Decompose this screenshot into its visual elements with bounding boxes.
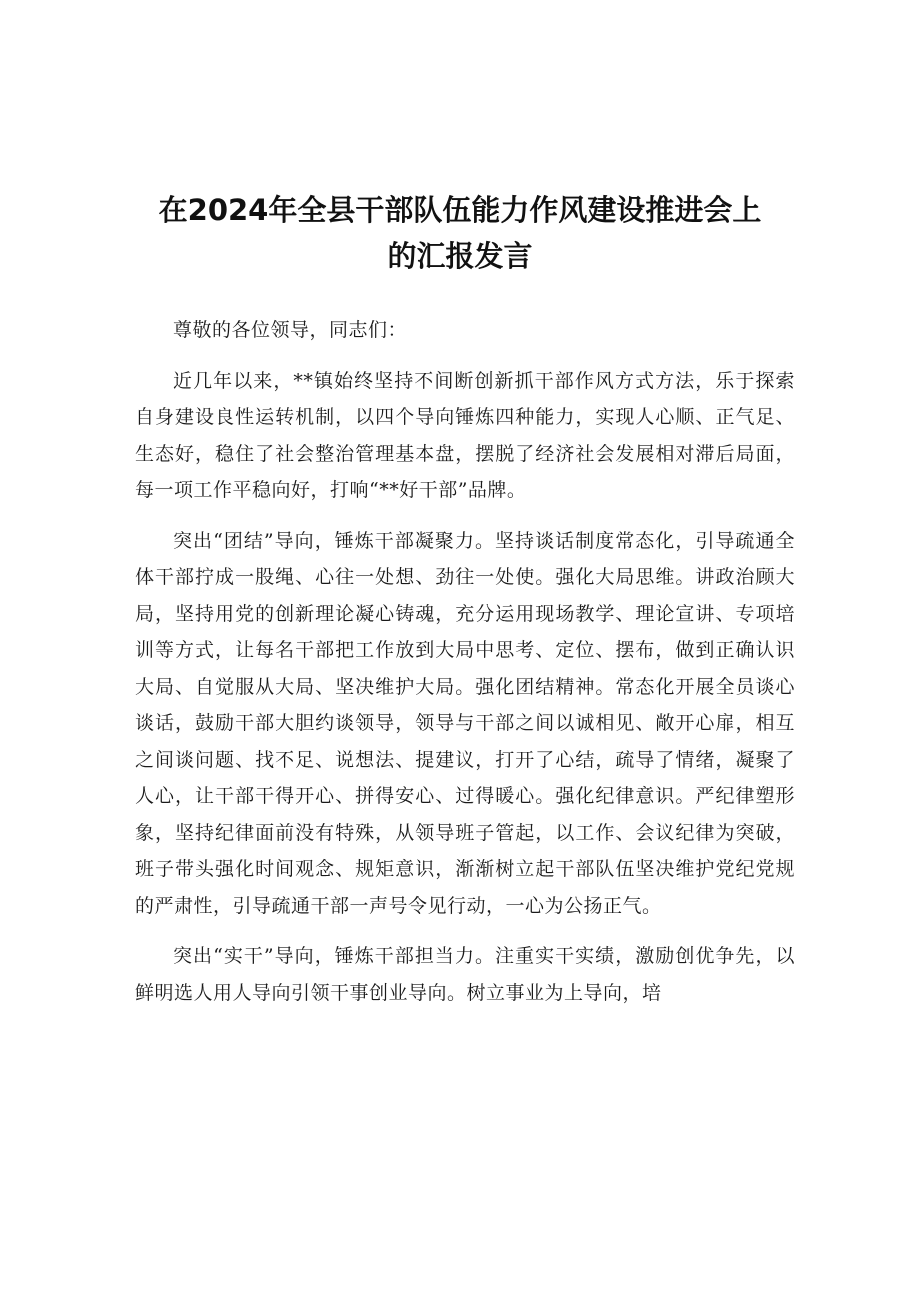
paragraph-unity: 突出“团结”导向，锤炼干部凝聚力。坚持谈话制度常态化，引导疏通全体干部拧成一股绳、心往一处想、劲往一处使。强化大局思维。讲政治顾大局，坚持用党的创新理论凝心铸魂，充分运用现场教学、理论宣讲、专项培训等方式，让每名干部把工作放到大局中思考、定位、摆布，做到正确认识大局、自觉服从大局、坚决维护大局。强化团结精神。常态化开展全员谈心谈话，鼓励干部大胆约谈领导，领导与干部之间以诚相见、敞开心扉，相互之间谈问题、找不足、说想法、提建议，打开了心结，疏导了情绪，凝聚了人心，让干部干得开心、拼得安心、过得暖心。强化纪律意识。严纪律塑形象，坚持纪律面前没有特殊，从领导班子管起，以工作、会议纪律为突破，班子带头强化时间观念、规矩意识，渐渐树立起干部队伍坚决维护党纪党规的严肃性，引导疏通干部一声号令见行动，一心为公扬正气。 xyxy=(135,529,795,917)
paragraph-intro: 近几年以来，**镇始终坚持不间断创新抓干部作风方式方法，乐于探索自身建设良性运转机制，以四个导向锤炼四种能力，实现人心顺、正气足、生态好，稳住了社会整治管理基本盘，摆脱了经济社会发展相对滞后局面，每一项工作平稳向好，打响“**好干部”品牌。 xyxy=(135,369,795,501)
title-line-2: 的汇报发言 xyxy=(387,239,533,273)
document-body xyxy=(135,312,795,1011)
greeting: 尊敬的各位领导，同志们： xyxy=(173,319,408,341)
title-line-1: 在2024年全县干部队伍能力作风建设推进会上 xyxy=(158,193,762,227)
paragraph-action: 突出“实干”导向，锤炼干部担当力。注重实干实绩，激励创优争先，以鲜明选人用人导向引领干事创业导向。树立事业为上导向，培 xyxy=(135,945,795,1004)
document-title xyxy=(130,187,790,279)
